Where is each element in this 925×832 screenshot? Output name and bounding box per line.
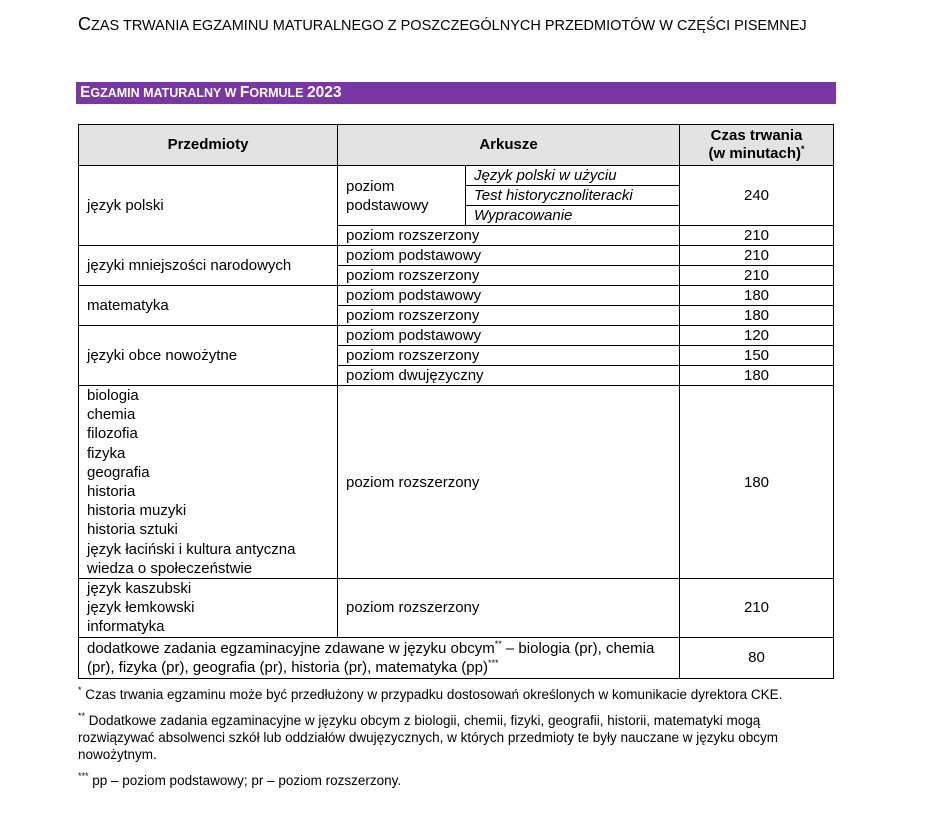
footnote-mark: ** bbox=[78, 711, 86, 721]
time-cell: 80 bbox=[680, 637, 834, 678]
additional-mark-a: ** bbox=[494, 638, 502, 649]
footnote-mark: *** bbox=[78, 771, 89, 781]
table-header-row bbox=[79, 125, 834, 166]
header-duration bbox=[680, 125, 834, 166]
subject-cell: języki mniejszości narodowych bbox=[79, 246, 338, 286]
time-cell: 210 bbox=[680, 226, 834, 246]
table-row bbox=[79, 166, 834, 186]
subject-list-cell bbox=[79, 386, 338, 579]
header-sheets: Arkusze bbox=[338, 125, 680, 166]
header-duration-line2: (w minutach) bbox=[708, 145, 801, 162]
subject-item: biologia bbox=[87, 387, 139, 404]
table-row bbox=[79, 326, 834, 346]
time-cell: 210 bbox=[680, 579, 834, 638]
footnote bbox=[78, 686, 838, 703]
table-row bbox=[79, 637, 834, 678]
header-subjects: Przedmioty bbox=[79, 125, 338, 166]
subject-item: chemia bbox=[87, 406, 136, 424]
subject-item: filozofia bbox=[87, 425, 138, 443]
level-cell: poziom rozszerzony bbox=[338, 386, 680, 579]
level-cell: poziom podstawowy bbox=[338, 286, 680, 306]
subject-item: historia bbox=[87, 483, 136, 501]
footnote bbox=[78, 772, 838, 789]
footnote-text: Dodatkowe zadania egzaminacyjne w języku obcym z biologii, chemii, fizyki, geografii, historii, matematyki mogą rozwiązywać absolwenci szkół lub oddziałów dwujęzycznych, w których przedmioty te były nauczane w języku obcym nowożytnym. bbox=[78, 713, 779, 762]
time-cell: 240 bbox=[680, 166, 834, 226]
header-duration-mark: * bbox=[801, 144, 805, 154]
footnote bbox=[78, 712, 838, 763]
banner-year: 2023 bbox=[306, 84, 342, 101]
level-cell: poziom podstawowy bbox=[338, 326, 680, 346]
banner-text-2: ORMULE bbox=[249, 86, 307, 100]
exam-duration-table bbox=[78, 124, 834, 679]
time-cell: 180 bbox=[680, 386, 834, 579]
table-row bbox=[79, 386, 834, 579]
banner-initial-e: E bbox=[80, 84, 91, 101]
time-cell: 180 bbox=[680, 286, 834, 306]
level-cell: poziom rozszerzony bbox=[338, 306, 680, 326]
time-cell: 210 bbox=[680, 246, 834, 266]
time-cell: 180 bbox=[680, 366, 834, 386]
subject-cell: matematyka bbox=[79, 286, 338, 326]
additional-tasks-cell bbox=[79, 637, 680, 678]
subject-item: historia muzyki bbox=[87, 502, 187, 520]
level-cell: poziom rozszerzony bbox=[338, 346, 680, 366]
section-banner bbox=[76, 82, 836, 104]
additional-text-a: dodatkowe zadania egzaminacyjne zdawane w języku obcym bbox=[87, 639, 495, 657]
table-row bbox=[79, 579, 834, 638]
subject-item: historia sztuki bbox=[87, 521, 178, 539]
time-cell: 150 bbox=[680, 346, 834, 366]
subject-item: geografia bbox=[87, 463, 150, 481]
level-cell: poziom rozszerzony bbox=[338, 226, 680, 246]
part-cell: Język polski w użyciu bbox=[466, 166, 680, 186]
table-row bbox=[79, 246, 834, 266]
banner-initial-f: F bbox=[239, 84, 250, 101]
part-cell: Test historycznoliteracki bbox=[466, 186, 680, 206]
header-duration-line1: Czas trwania bbox=[710, 127, 803, 144]
time-cell: 210 bbox=[680, 266, 834, 286]
title-rest: ZAS TRWANIA EGZAMINU MATURALNEGO Z POSZCZEGÓLNYCH PRZEDMIOTÓW W CZĘŚCI PISEMNEJ bbox=[91, 18, 807, 34]
banner-text-1: GZAMIN MATURALNY W bbox=[90, 86, 240, 100]
level-cell: poziom rozszerzony bbox=[338, 266, 680, 286]
footnotes bbox=[78, 686, 838, 798]
level-cell: poziom podstawowy bbox=[338, 166, 466, 226]
level-cell: poziom podstawowy bbox=[338, 246, 680, 266]
subject-list-cell bbox=[79, 579, 338, 638]
level-cell: poziom rozszerzony bbox=[338, 579, 680, 638]
additional-mark-b: *** bbox=[487, 657, 499, 668]
level-cell: poziom dwujęzyczny bbox=[338, 366, 680, 386]
time-cell: 120 bbox=[680, 326, 834, 346]
title-initial: C bbox=[78, 14, 91, 34]
subject-item: informatyka bbox=[87, 618, 165, 636]
subject-cell: języki obce nowożytne bbox=[79, 326, 338, 386]
footnote-text: pp – poziom podstawowy; pr – poziom rozszerzony. bbox=[88, 773, 402, 788]
part-cell: Wypracowanie bbox=[466, 206, 680, 226]
page-title bbox=[78, 14, 848, 37]
subject-item: język łemkowski bbox=[87, 599, 195, 617]
time-cell: 180 bbox=[680, 306, 834, 326]
footnote-text: Czas trwania egzaminu może być przedłużony w przypadku dostosowań określonych w komunikacie dyrektora CKE. bbox=[81, 687, 783, 702]
table-row bbox=[79, 286, 834, 306]
subject-item: fizyka bbox=[87, 444, 126, 462]
subject-item: język łaciński i kultura antyczna bbox=[87, 540, 296, 558]
subject-item: język kaszubski bbox=[87, 580, 192, 598]
footnote-mark: * bbox=[78, 685, 82, 695]
additional-text-b: – biologia (pr), chemia (pr), fizyka (pr), geografia (pr), historia (pr), matematyka (pp) bbox=[87, 639, 655, 676]
subject-cell: język polski bbox=[79, 166, 338, 246]
subject-item: wiedza o społeczeństwie bbox=[87, 559, 253, 577]
